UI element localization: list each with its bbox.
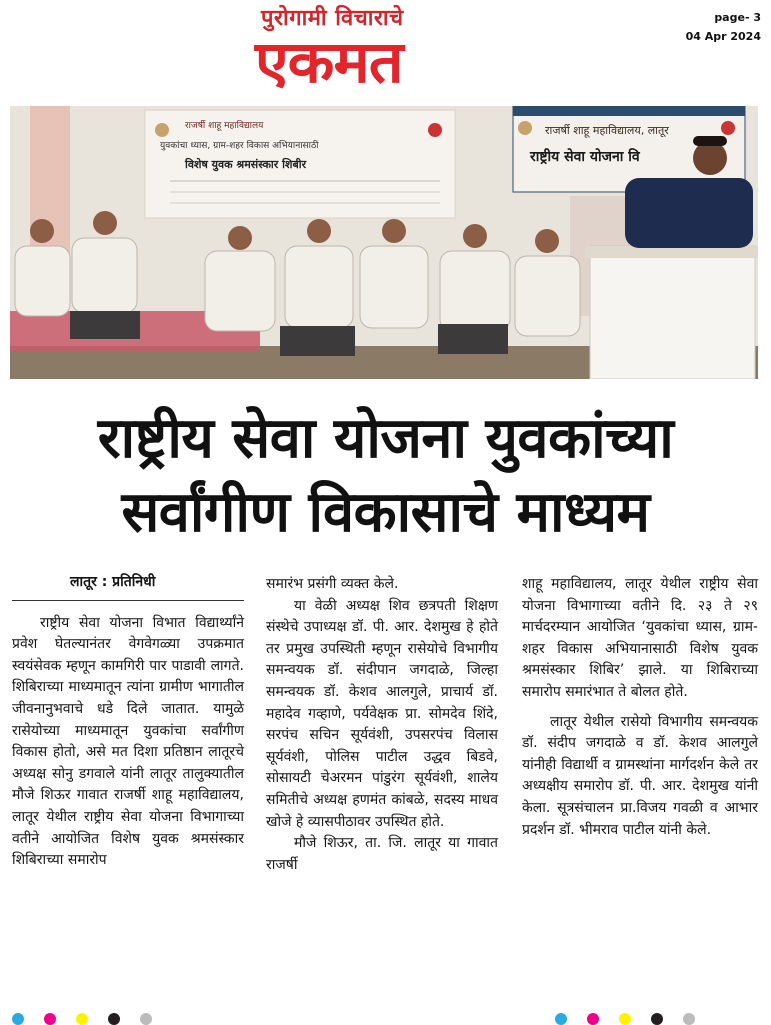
banner-left [145, 110, 455, 218]
registration-marks [0, 1013, 771, 1021]
speaker [625, 178, 753, 248]
registration-dot [651, 1013, 663, 1025]
headline-line-2: सर्वांगीण विकासाचे माध्यम [121, 480, 650, 545]
byline: लातूर : प्रतिनिधी [12, 572, 244, 601]
paragraph: शाहू महाविद्यालय, लातूर येथील राष्ट्रीय सेवा योजना विभागाच्या वतीने दि. २३ ते २९ मार्चदरम्यान आयोजित ‘युवकांचा ध्यास, ग्राम-शहर विकास अभियानासाठी विशेष युवक श्रमसंस्कार शिबिर’ झाले. या शिबिराच्या समारोप समारंभात ते बोलत होते. [522, 576, 758, 700]
page-info [686, 8, 761, 46]
paragraph: मौजे शिऊर, ता. जि. लातूर या गावात राजर्षी [266, 835, 498, 873]
article-column-1 [12, 572, 244, 872]
article-column-3 [522, 574, 758, 841]
registration-dot [555, 1013, 567, 1025]
article-photo [10, 106, 758, 379]
banner-right-line1: राजर्षी शाहू महाविद्यालय, लातूर [545, 124, 669, 137]
banner-left-line1: राजर्षी शाहू महाविद्यालय [185, 121, 264, 131]
banner-right-line2: राष्ट्रीय सेवा योजना वि [530, 149, 640, 165]
page-number: page- 3 [714, 11, 761, 24]
newspaper-logo: एकमत [255, 28, 403, 96]
registration-dot [683, 1013, 695, 1025]
registration-dot [108, 1013, 120, 1025]
podium [590, 246, 755, 379]
event-photo-illustration [10, 106, 758, 379]
registration-dot [12, 1013, 24, 1025]
masthead [255, 2, 525, 102]
publication-date: 04 Apr 2024 [685, 30, 761, 43]
paragraph: समारंभ प्रसंगी व्यक्त केले. [266, 576, 399, 592]
registration-dot [76, 1013, 88, 1025]
headline-line-1: राष्ट्रीय सेवा योजना युवकांच्या [97, 406, 674, 471]
registration-dot [140, 1013, 152, 1025]
paragraph: राष्ट्रीय सेवा योजना विभात विद्यार्थ्यांने प्रवेश घेतल्यानंतर वेगवेगळ्या उपक्रमात स्वयंसेवक म्हणून कामगिरी पार पाडावी लागते. शिबिराच्या माध्यमातून त्यांना ग्रामीण भागातील जीवनानुभवाचे धडे दिले जातात. यामुळे रासेयोच्या माध्यमातून युवकांचा सर्वांगीण विकास होतो, असे मत दिशा प्रतिष्ठान लातूरचे अध्यक्ष सोनु डगवाले यांनी लातूर तालुक्यातील मौजे शिऊर गावात राजर्षी शाहू महाविद्यालय, लातूर येथील राष्ट्रीय सेवा योजना विभागाच्या वतीने आयोजित विशेष युवक श्रमसंस्कार शिबिराच्या समारोप [12, 614, 244, 869]
registration-dot [44, 1013, 56, 1025]
banner-left-line2: युवकांचा ध्यास, ग्राम-शहर विकास अभियानासाठी [160, 141, 319, 151]
registration-dot [587, 1013, 599, 1025]
paragraph: लातूर येथील रासेयो विभागीय समन्वयक डॉ. संदीप जगदाळे व डॉ. केशव आलगुले यांनीही विद्यार्थी व ग्रामस्थांना मार्गदर्शन केले तर अध्यक्षीय समारोप डॉ. पी. आर. देशमुख यांनी केला. सूत्रसंचालन प्रा.विजय गवळी व आभार प्रदर्शन डॉ. भीमराव पाटील यांनी केले. [522, 713, 758, 838]
article-column-2 [266, 574, 498, 876]
banner-left-line3: विशेष युवक श्रमसंस्कार शिबीर [185, 158, 307, 171]
paragraph: या वेळी अध्यक्ष शिव छत्रपती शिक्षण संस्थेचे उपाध्यक्ष डॉ. पी. आर. देशमुख हे होते तर प्रमुख उपस्थिती म्हणून रासेयोचे विभागीय समन्वयक डॉ. संदीपान जगदाळे, जिल्हा समन्वयक डॉ. केशव आलगुले, प्राचार्य डॉ. महादेव गव्हाणे, पर्यवेक्षक प्रा. सोमदेव शिंदे, सरपंच सचिन सूर्यवंशी, उपसरपंच विलास सूर्यवंशी, पोलिस पाटील उद्धव बिडवे, सोसायटी चेअरमन पांडुरंग सूर्यवंशी, शालेय समितीचे अध्यक्ष हणमंत कांबळे, सदस्य माधव खोजे हे व्यासपीठावर उपस्थित होते. [266, 597, 498, 830]
registration-dot [619, 1013, 631, 1025]
masthead-tagline: पुरोगामी विचाराचे [261, 6, 404, 31]
headline [0, 402, 771, 550]
